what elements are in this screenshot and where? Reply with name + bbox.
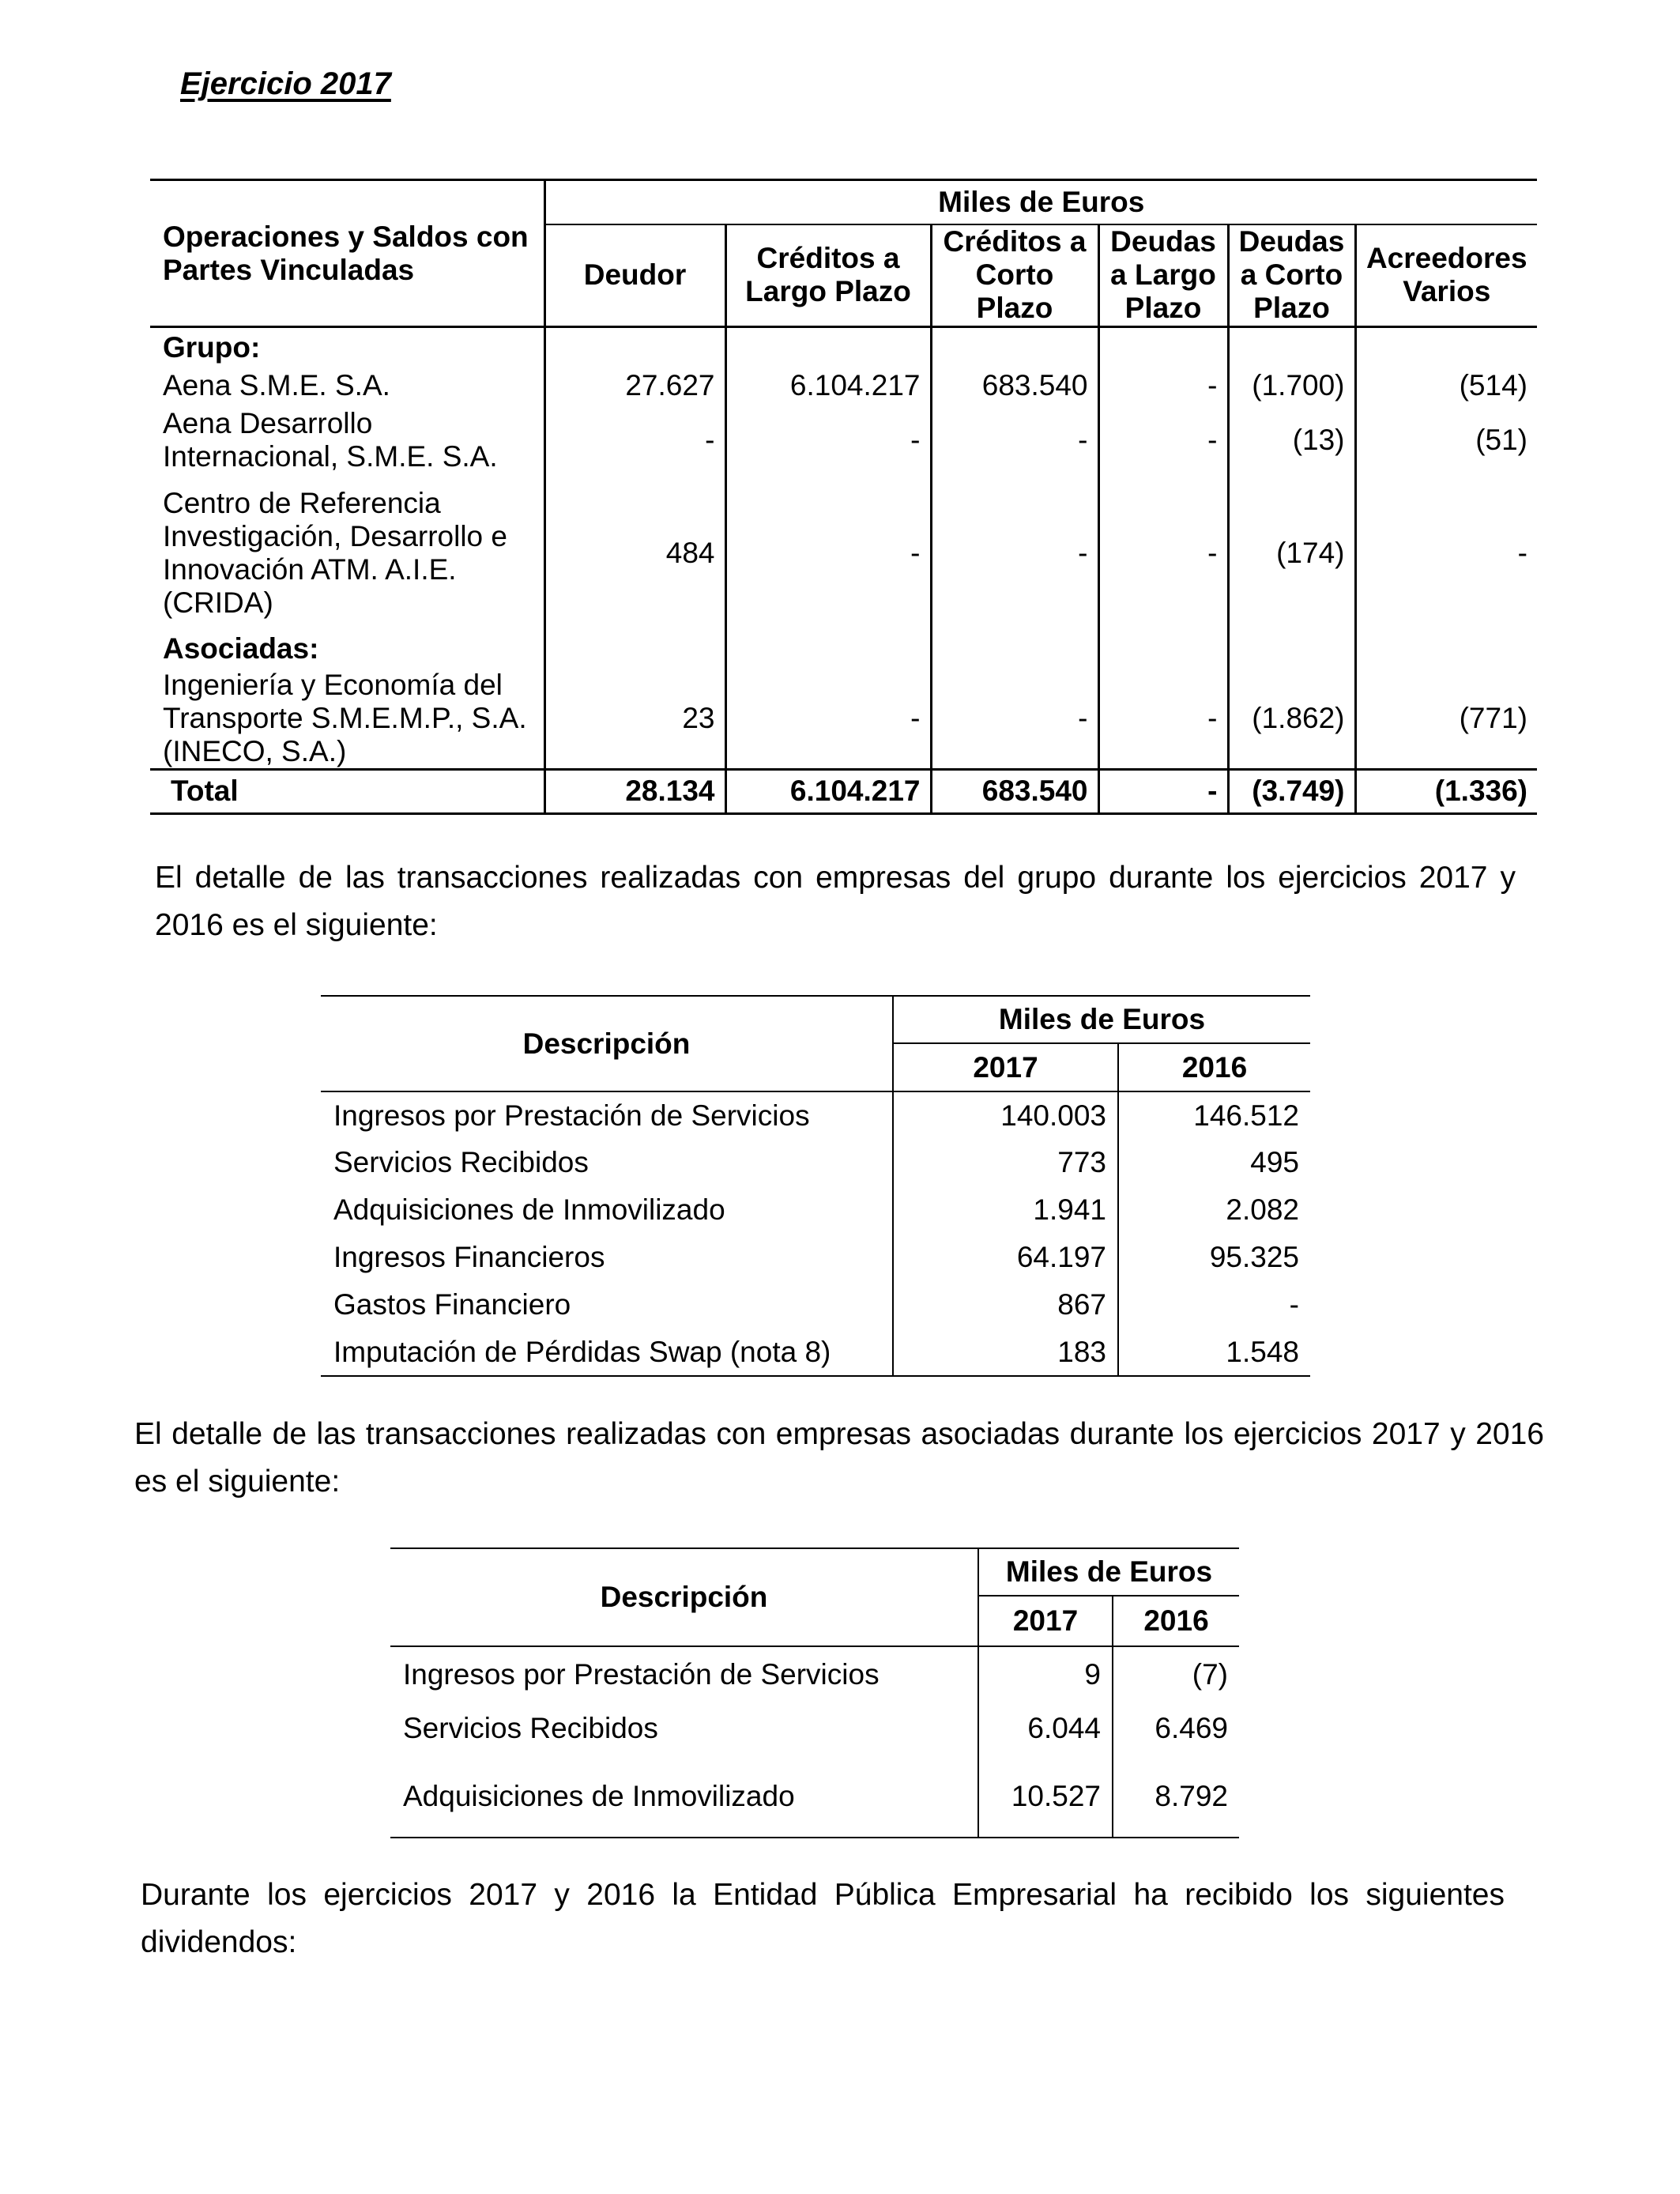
row-label: Servicios Recibidos bbox=[403, 1712, 658, 1744]
cell: 867 bbox=[893, 1281, 1118, 1329]
column-header-creditos-lp: Créditos a Largo Plazo bbox=[725, 224, 931, 327]
paragraph-group-transactions: El detalle de las transacciones realizadas con empresas del grupo durante los ejercicios 2017 y 2016 es el siguiente: bbox=[155, 861, 1516, 942]
cell: - bbox=[1098, 403, 1228, 477]
table-row bbox=[321, 1091, 1310, 1139]
cell: - bbox=[1098, 477, 1228, 629]
corner-label: Operaciones y Saldos con Partes Vinculadas bbox=[150, 180, 544, 327]
row-label: Ingresos por Prestación de Servicios bbox=[333, 1099, 810, 1132]
table-row bbox=[390, 1755, 1239, 1838]
cell: - bbox=[1355, 477, 1537, 629]
row-label: Servicios Recibidos bbox=[333, 1146, 589, 1178]
year-header-2016: 2016 bbox=[1118, 1043, 1310, 1091]
cell: - bbox=[544, 403, 725, 477]
cell: 28.134 bbox=[544, 769, 725, 813]
associate-transactions-table bbox=[390, 1547, 1239, 1838]
cell: 6.044 bbox=[978, 1702, 1113, 1755]
cell: - bbox=[931, 477, 1098, 629]
cell: - bbox=[725, 403, 931, 477]
row-label: Ingeniería y Economía del Transporte S.M.E.M.P., S.A. (INECO, S.A.) bbox=[163, 668, 527, 767]
section-heading: Ejercicio 2017 bbox=[180, 66, 391, 101]
description-header: Descripción bbox=[321, 996, 893, 1091]
cell: - bbox=[931, 669, 1098, 770]
column-header-deudor: Deudor bbox=[544, 224, 725, 327]
cell: 95.325 bbox=[1118, 1234, 1310, 1281]
row-label: Ingresos Financieros bbox=[333, 1241, 605, 1273]
column-header-acreedores: Acreedores Varios bbox=[1355, 224, 1537, 327]
row-label: Aena Desarrollo Internacional, S.M.E. S.A. bbox=[163, 406, 498, 473]
cell: (7) bbox=[1113, 1646, 1239, 1702]
cell: 773 bbox=[893, 1139, 1118, 1186]
cell: - bbox=[1118, 1281, 1310, 1329]
row-label: Centro de Referencia Investigación, Desarrollo e Innovación ATM. A.I.E. (CRIDA) bbox=[163, 486, 507, 619]
row-label: Adquisiciones de Inmovilizado bbox=[333, 1193, 725, 1226]
cell: 683.540 bbox=[931, 769, 1098, 813]
table-row bbox=[150, 477, 1537, 629]
cell: 9 bbox=[978, 1646, 1113, 1702]
cell: 484 bbox=[544, 477, 725, 629]
cell: 1.941 bbox=[893, 1186, 1118, 1234]
total-row bbox=[150, 769, 1537, 813]
group-header: Miles de Euros bbox=[544, 180, 1537, 224]
row-label: Aena S.M.E. S.A. bbox=[163, 368, 390, 401]
table-row bbox=[150, 669, 1537, 770]
cell: (1.700) bbox=[1228, 368, 1355, 403]
cell: 27.627 bbox=[544, 368, 725, 403]
column-header-creditos-cp: Créditos a Corto Plazo bbox=[931, 224, 1098, 327]
table-row bbox=[150, 368, 1537, 403]
year-header-2016: 2016 bbox=[1113, 1596, 1239, 1646]
group-header: Miles de Euros bbox=[893, 996, 1310, 1043]
cell: 64.197 bbox=[893, 1234, 1118, 1281]
table-row bbox=[321, 1139, 1310, 1186]
cell: 6.469 bbox=[1113, 1702, 1239, 1755]
paragraph-associate-transactions: El detalle de las transacciones realizadas con empresas asociadas durante los ejercicios 2017 y 2016 es el siguiente: bbox=[134, 1417, 1544, 1498]
table-row bbox=[321, 1234, 1310, 1281]
year-header-2017: 2017 bbox=[893, 1043, 1118, 1091]
cell: (13) bbox=[1228, 403, 1355, 477]
cell: 683.540 bbox=[931, 368, 1098, 403]
cell: (174) bbox=[1228, 477, 1355, 629]
cell: - bbox=[1098, 669, 1228, 770]
cell: - bbox=[931, 403, 1098, 477]
cell: - bbox=[1098, 368, 1228, 403]
cell: - bbox=[1098, 769, 1228, 813]
column-header-deudas-cp: Deudas a Corto Plazo bbox=[1228, 224, 1355, 327]
cell: 6.104.217 bbox=[725, 368, 931, 403]
row-label: Ingresos por Prestación de Servicios bbox=[403, 1657, 880, 1691]
cell: 140.003 bbox=[893, 1091, 1118, 1139]
cell: (771) bbox=[1355, 669, 1537, 770]
table-row bbox=[150, 403, 1537, 477]
related-parties-balances-table bbox=[150, 179, 1537, 815]
description-header: Descripción bbox=[390, 1548, 978, 1646]
cell: (1.862) bbox=[1228, 669, 1355, 770]
cell: 6.104.217 bbox=[725, 769, 931, 813]
cell: 10.527 bbox=[978, 1755, 1113, 1838]
table-row bbox=[390, 1646, 1239, 1702]
cell: 183 bbox=[893, 1329, 1118, 1376]
cell: (51) bbox=[1355, 403, 1537, 477]
group-header: Miles de Euros bbox=[978, 1548, 1239, 1596]
cell: 495 bbox=[1118, 1139, 1310, 1186]
cell: 1.548 bbox=[1118, 1329, 1310, 1376]
cell: (3.749) bbox=[1228, 769, 1355, 813]
total-label: Total bbox=[150, 769, 544, 813]
cell: - bbox=[725, 669, 931, 770]
table-row bbox=[321, 1329, 1310, 1376]
row-label: Imputación de Pérdidas Swap (nota 8) bbox=[333, 1335, 831, 1368]
section-label-grupo: Grupo: bbox=[163, 331, 261, 364]
table-row bbox=[390, 1702, 1239, 1755]
cell: (514) bbox=[1355, 368, 1537, 403]
cell: 146.512 bbox=[1118, 1091, 1310, 1139]
cell: - bbox=[725, 477, 931, 629]
cell: (1.336) bbox=[1355, 769, 1537, 813]
row-label: Adquisiciones de Inmovilizado bbox=[403, 1779, 795, 1812]
row-label: Gastos Financiero bbox=[333, 1288, 571, 1321]
table-row bbox=[321, 1281, 1310, 1329]
section-label-asociadas: Asociadas: bbox=[163, 631, 319, 665]
paragraph-dividends: Durante los ejercicios 2017 y 2016 la Entidad Pública Empresarial ha recibido los siguientes dividendos: bbox=[141, 1878, 1505, 1959]
cell: 2.082 bbox=[1118, 1186, 1310, 1234]
cell: 8.792 bbox=[1113, 1755, 1239, 1838]
year-header-2017: 2017 bbox=[978, 1596, 1113, 1646]
cell: 23 bbox=[544, 669, 725, 770]
column-header-deudas-lp: Deudas a Largo Plazo bbox=[1098, 224, 1228, 327]
group-transactions-table bbox=[321, 995, 1310, 1377]
table-row bbox=[321, 1186, 1310, 1234]
